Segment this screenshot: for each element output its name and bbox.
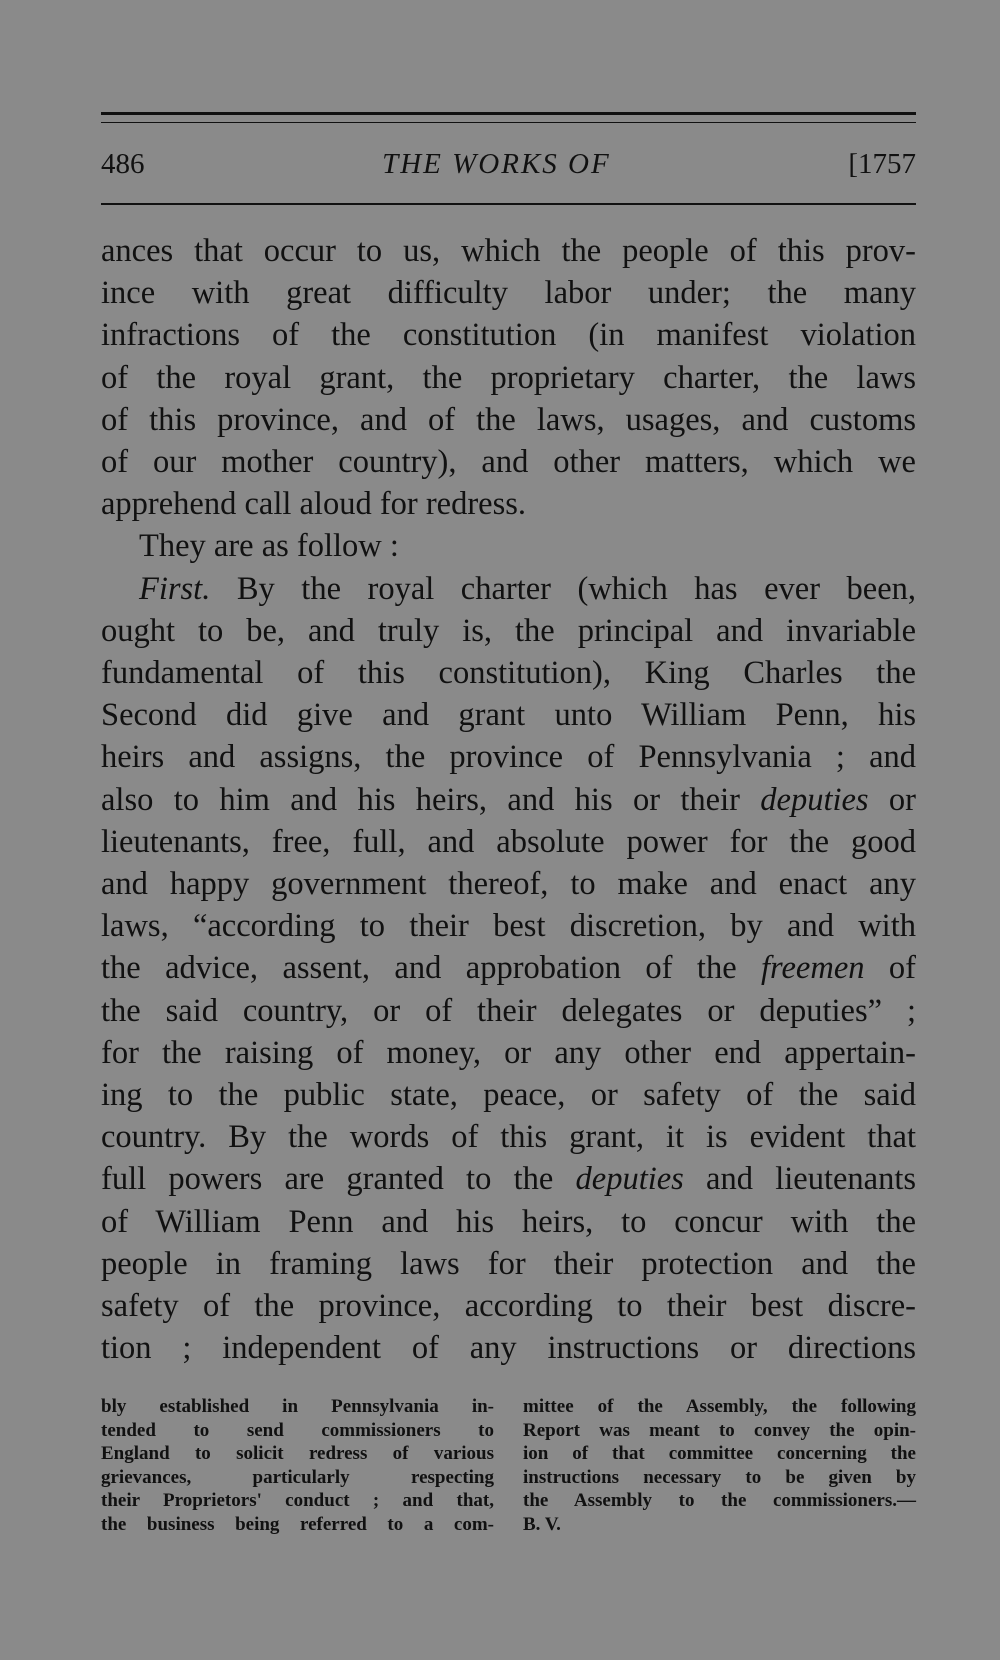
text-line: ing to the public state, peace, or safety of the said [101, 1077, 916, 1114]
emphasis: First. [139, 570, 211, 607]
text-line: heirs and assigns, the province of Pennsylvania ; and [101, 739, 916, 776]
text-run: or [868, 781, 916, 818]
text-run: the advice, assent, and approbation of the [101, 950, 762, 987]
text-line: apprehend call aloud for redress. [101, 486, 527, 523]
text-line: ances that occur to us, which the people of this prov- [101, 233, 916, 269]
running-head [101, 148, 916, 181]
page-number: 486 [101, 148, 145, 180]
footnote-line: mittee of the Assembly, the following [523, 1396, 916, 1417]
footnote-line: B. V. [523, 1513, 561, 1535]
text-line [101, 1158, 916, 1200]
text-run: and lieutenants [683, 1161, 917, 1198]
text-line [101, 568, 916, 610]
footnote-column-right [523, 1395, 916, 1537]
text-line: people in framing laws for their protection and the [101, 1245, 916, 1282]
footnote-line: tended to send commissioners to [101, 1419, 494, 1441]
text-line: infractions of the constitution (in manifest violation [101, 317, 916, 354]
footnote-line: instructions necessary to be given by [523, 1466, 916, 1488]
top-rule-thick [101, 112, 916, 115]
text-run: also to him and his heirs, and his or their [101, 781, 761, 818]
text-line: for the raising of money, or any other end appertain- [101, 1034, 916, 1071]
text-line: of the royal grant, the proprietary charter, the laws [101, 359, 916, 396]
header-rule [101, 203, 916, 205]
text-line [101, 947, 916, 989]
footnote-line: their Proprietors' conduct ; and that, [101, 1490, 494, 1512]
footnote-line: the business being referred to a com- [101, 1513, 494, 1535]
text-line: of William Penn and his heirs, to concur with the [101, 1203, 916, 1240]
text-line: of this province, and of the laws, usages, and customs [101, 401, 916, 438]
year-marker: [1757 [848, 148, 916, 180]
text-line: tion ; independent of any instructions or directions [101, 1330, 916, 1367]
emphasis: freemen [761, 950, 865, 987]
text-line: Second did give and grant unto William Penn, his [101, 697, 916, 734]
top-rule-thin [101, 122, 916, 123]
footnote-line: grievances, particularly respecting [101, 1466, 494, 1488]
text-line: safety of the province, according to their best discre- [101, 1288, 916, 1325]
text-run: of [864, 950, 916, 987]
emphasis: deputies [760, 781, 869, 818]
footnotes [101, 1395, 916, 1537]
footnote-line: the Assembly to the commissioners.— [523, 1490, 916, 1512]
text-line [101, 779, 916, 821]
footnote-line: bly established in Pennsylvania in- [101, 1396, 494, 1417]
footnote-column-left [101, 1395, 494, 1537]
text-line: fundamental of this constitution), King Charles the [101, 655, 916, 692]
body-text [101, 230, 916, 1369]
footnote-line: ion of that committee concerning the [523, 1443, 916, 1465]
emphasis: deputies [575, 1161, 684, 1198]
text-run: By the royal charter (which has ever been, [210, 570, 916, 607]
footnote-line: England to solicit redress of various [101, 1443, 494, 1465]
running-title: THE WORKS OF [382, 148, 611, 180]
text-line: lieutenants, free, full, and absolute power for the good [101, 823, 916, 860]
text-line: of our mother country), and other matters, which we [101, 444, 916, 481]
text-line: the said country, or of their delegates or deputies” ; [101, 992, 916, 1029]
text-line: and happy government thereof, to make and enact any [101, 866, 916, 903]
text-line: country. By the words of this grant, it is evident that [101, 1119, 916, 1156]
text-line: They are as follow : [139, 528, 399, 565]
text-line: laws, “according to their best discretion, by and with [101, 908, 916, 945]
text-line: ince with great difficulty labor under; the many [101, 275, 916, 312]
footnote-line: Report was meant to convey the opin- [523, 1419, 916, 1441]
text-run: full powers are granted to the [101, 1161, 576, 1198]
text-line: ought to be, and truly is, the principal and invariable [101, 612, 916, 649]
